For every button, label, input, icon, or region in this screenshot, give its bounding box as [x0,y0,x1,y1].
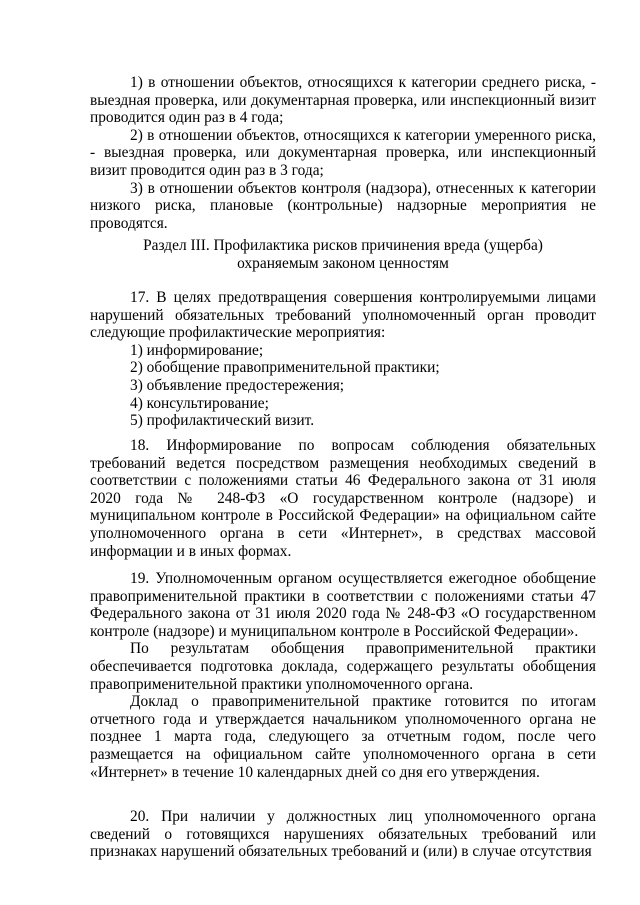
paragraph-19-text-2: По результатам обобщения правоприменительной практики обеспечивается подготовка доклада, содержащего результаты обобщения правоприменительной практики уполномоченного органа. [90,640,596,693]
section-3-heading-line-2: охраняемым законом ценностям [237,254,449,272]
paragraph-18-text: 18. Информирование по вопросам соблюдения обязательных требований ведется посредством размещения необходимых сведений в соответствии с положениями статьи 46 Федерального закона от 31 июля 2020 года № 248-ФЗ «О государственном контроле (надзоре) и муниципальном контроле в Российской Федерации» на официальном сайте уполномоченного органа в сети «Интернет», в средствах массовой информации и в иных формах. [90,437,596,560]
paragraph-18 [90,437,596,560]
paragraph-19-text-1: 19. Уполномоченным органом осуществляется ежегодное обобщение правоприменительной практики в соответствии с положениями статьи 47 Федерального закона от 31 июля 2020 года № 248-ФЗ «О государственном контроле (надзоре) и муниципальном контроле в Российской Федерации». [90,570,596,640]
paragraph-19 [90,570,596,781]
paragraph-19-text-3: Доклад о правоприменительной практике готовится по итогам отчетного года и утверждается начальником уполномоченного органа не позднее 1 марта года, следующего за отчетным годом, после чего размещается на официальном сайте уполномоченного органа в сети «Интернет» в течение 10 календарных дней со дня его утверждения. [90,693,596,781]
section-3-heading [90,237,596,272]
list-item: 1) информирование; [130,341,264,359]
list-item: 4) консультирование; [130,394,269,412]
paragraph-17-intro: 17. В целях предотвращения совершения контролируемыми лицами нарушений обязательных требований уполномоченный орган проводит следующие профилактические мероприятия: [90,289,596,342]
risk-item-2: 2) в отношении объектов, относящихся к категории умеренного риска, - выездная проверка, или документарная проверка, или инспекционный визит проводится один раз в 3 года; [90,126,596,179]
risk-category-list [90,74,596,232]
risk-item-3: 3) в отношении объектов контроля (надзора), отнесенных к категории низкого риска, плановые (контрольные) надзорные мероприятия не проводятся. [90,179,596,232]
paragraph-17 [90,289,596,430]
paragraph-20-text: 20. При наличии у должностных лиц уполномоченного органа сведений о готовящихся нарушениях обязательных требований или признаках нарушений обязательных требований и (или) в случае отсутствия [90,808,596,861]
section-3-heading-line-1: Раздел III. Профилактика рисков причинения вреда (ущерба) [143,237,543,254]
list-item: 2) обобщение правоприменительной практики; [130,359,440,377]
list-item: 5) профилактический визит. [130,412,315,430]
list-item: 3) объявление предостережения; [130,376,345,394]
risk-item-1: 1) в отношении объектов, относящихся к категории среднего риска, - выездная проверка, или документарная проверка, или инспекционный визит проводится один раз в 4 года; [90,74,596,127]
paragraph-20 [90,808,596,861]
